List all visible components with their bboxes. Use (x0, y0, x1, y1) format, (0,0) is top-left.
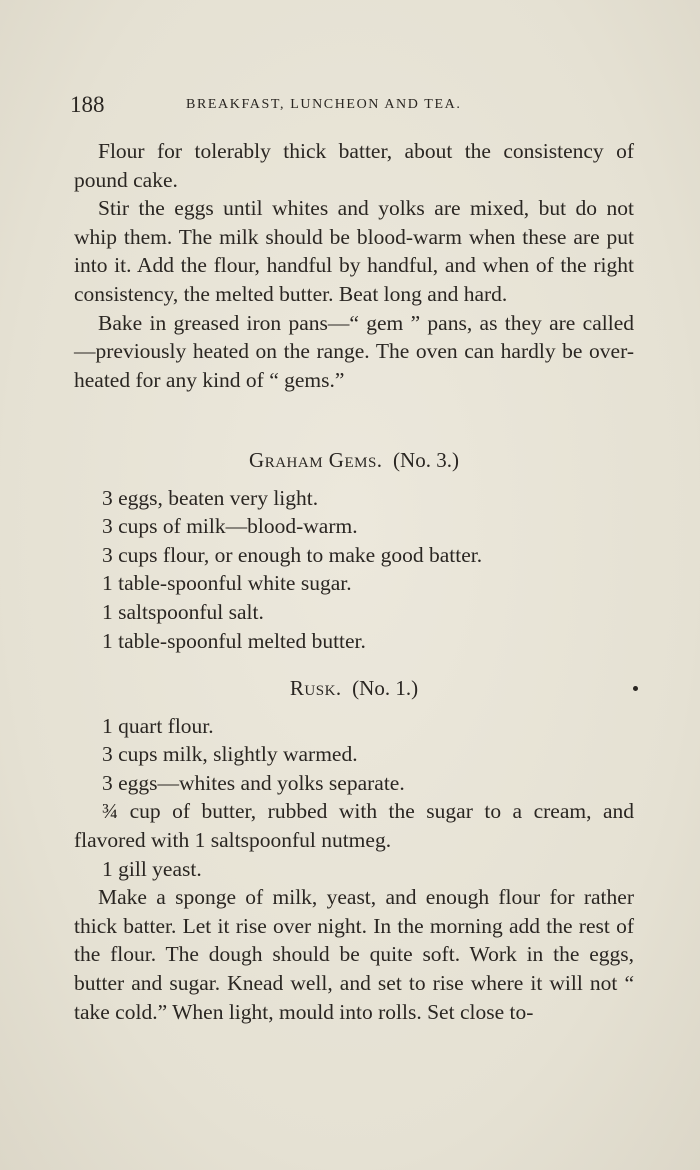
intro-text (74, 137, 634, 394)
recipe-title-number: (No. 3.) (393, 448, 459, 472)
ingredient-butter: ¾ cup of butter, rubbed with the sugar to a cream, and flavored with 1 saltspoonful nutmeg. (74, 799, 634, 852)
recipe-title (74, 674, 634, 703)
recipe-title-name: Rusk. (289, 676, 342, 700)
ingredient-line: 3 cups flour, or enough to make good batter. (102, 542, 483, 567)
paragraph-stir: Stir the eggs until whites and yolks are mixed, but do not whip them. The milk should be blood-warm when these are put into it. Add the flour, handful by handful, and when of the right consistency, the melted butter. Beat long and hard. (74, 196, 634, 306)
recipe-title (74, 446, 634, 475)
ingredient-line: 3 eggs—whites and yolks separate. (102, 770, 405, 795)
ingredient-line: 3 eggs, beaten very light. (102, 485, 319, 510)
paragraph-bake: Bake in greased iron pans—“ gem ” pans, as they are called—previously heated on the range. The oven can hardly be over-heated for any kind of “ gems.” (74, 310, 634, 392)
page-number: 188 (70, 92, 105, 117)
running-head: BREAKFAST, LUNCHEON AND TEA. (186, 97, 462, 112)
ink-speck (633, 686, 638, 691)
ingredient-line: 1 quart flour. (102, 713, 214, 738)
ingredient-line: 3 cups milk, slightly warmed. (102, 742, 358, 767)
paragraph-method: Make a sponge of milk, yeast, and enough flour for rather thick batter. Let it rise over night. In the morning add the rest of the flour. The dough should be quite soft. Work in the eggs, butter and sugar. Knead well, and set to rise where it will not “ take cold.” When light, mould into rolls. Set close to- (74, 885, 634, 1024)
ingredient-line: 1 table-spoonful melted butter. (102, 628, 366, 653)
ingredient-line: 1 saltspoonful salt. (102, 599, 264, 624)
page-header (70, 92, 640, 116)
paragraph-flour: Flour for tolerably thick batter, about the consistency of pound cake. (74, 139, 634, 192)
ingredient-line: 1 gill yeast. (102, 856, 202, 881)
recipe-rusk (74, 674, 634, 1026)
ingredient-line: 1 table-spoonful white sugar. (102, 571, 352, 596)
recipe-title-name: Graham Gems. (249, 448, 383, 472)
recipe-title-number: (No. 1.) (352, 676, 419, 700)
ingredient-line: 3 cups of milk—blood-warm. (102, 514, 358, 539)
recipe-graham-gems (74, 446, 634, 655)
